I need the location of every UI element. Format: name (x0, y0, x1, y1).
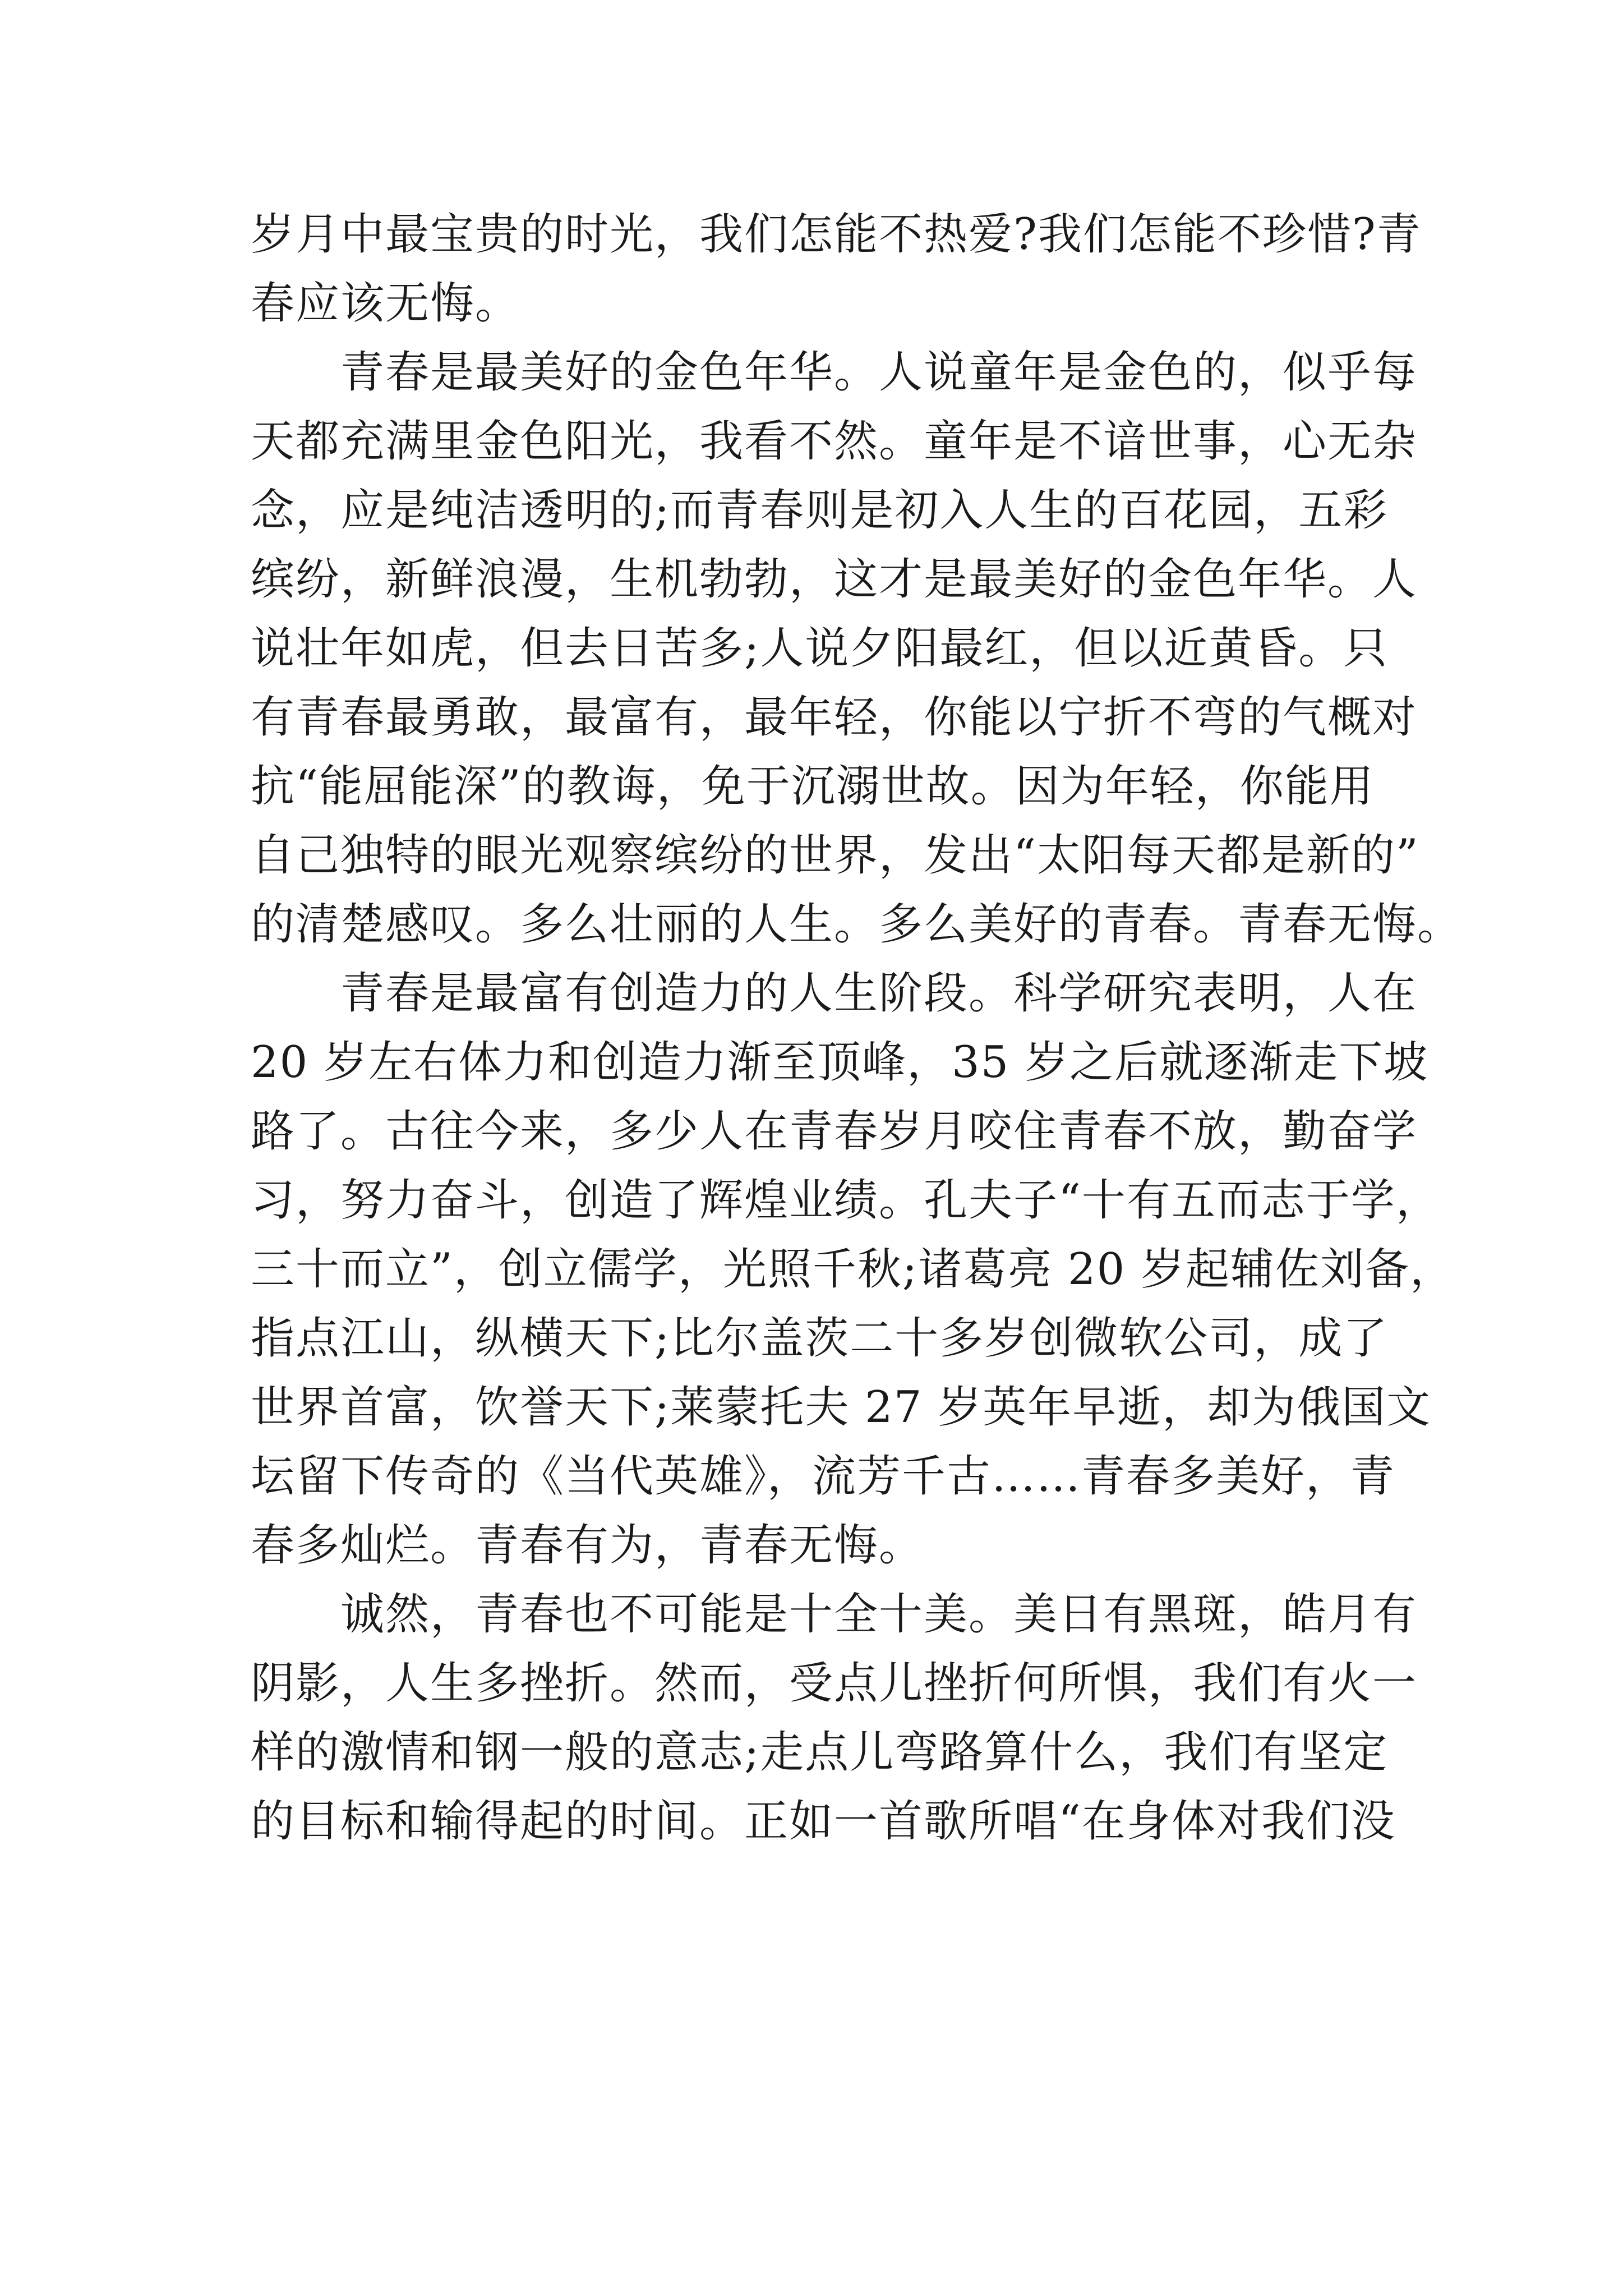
paragraph-first-line: 诚然，青春也不可能是十全十美。美日有黑斑，皓月有 (340, 1589, 1418, 1640)
paragraph-first-line: 青春是最美好的金色年华。人说童年是金色的，似乎每 (340, 347, 1418, 398)
text-line: 样的激情和钢一般的意志;走点儿弯路算什么，我们有坚定 (251, 1727, 1389, 1778)
text-line: 的目标和输得起的时间。正如一首歌所唱“在身体对我们没 (251, 1796, 1396, 1847)
text-line: 20 岁左右体力和创造力渐至顶峰，35 岁之后就逐渐走下坡 (251, 1037, 1429, 1088)
text-line: 天都充满里金色阳光，我看不然。童年是不谙世事，心无杂 (251, 416, 1418, 467)
text-line: 世界首富，饮誉天下;莱蒙托夫 27 岁英年早逝，却为俄国文 (251, 1382, 1432, 1433)
text-line: 春多灿烂。青春有为，青春无悔。 (251, 1520, 924, 1571)
text-line: 路了。古往今来，多少人在青春岁月咬住青春不放，勤奋学 (251, 1106, 1418, 1157)
text-line: 有青春最勇敢，最富有，最年轻，你能以宁折不弯的气概对 (251, 692, 1418, 743)
text-line: 说壮年如虎，但去日苦多;人说夕阳最红，但以近黄昏。只 (251, 623, 1389, 674)
text-line: 指点江山，纵横天下;比尔盖茨二十多岁创微软公司，成了 (251, 1313, 1389, 1364)
text-line: 抗“能屈能深”的教诲，免于沉溺世故。因为年轻，你能用 (251, 761, 1375, 812)
paragraph-first-line: 青春是最富有创造力的人生阶段。科学研究表明，人在 (340, 968, 1418, 1019)
text-line: 自己独特的眼光观察缤纷的世界，发出“太阳每天都是新的” (251, 830, 1419, 881)
text-line: 的清楚感叹。多么壮丽的人生。多么美好的青春。青春无悔。 (251, 899, 1463, 950)
text-line: 三十而立”，创立儒学，光照千秋;诸葛亮 20 岁起辅佐刘备， (251, 1244, 1455, 1295)
text-line: 习，努力奋斗，创造了辉煌业绩。孔夫子“十有五而志于学， (251, 1175, 1441, 1226)
text-line: 念，应是纯洁透明的;而青春则是初入人生的百花园，五彩 (251, 485, 1389, 536)
text-line: 阴影，人生多挫折。然而，受点儿挫折何所惧，我们有火一 (251, 1658, 1418, 1709)
text-line: 岁月中最宝贵的时光，我们怎能不热爱?我们怎能不珍惜?青 (251, 209, 1422, 260)
text-line: 缤纷，新鲜浪漫，生机勃勃，这才是最美好的金色年华。人 (251, 554, 1418, 605)
text-line: 春应该无悔。 (251, 278, 520, 329)
text-line: 坛留下传奇的《当代英雄》，流芳千古……青春多美好，青 (251, 1451, 1396, 1502)
document-body (251, 200, 1463, 1856)
